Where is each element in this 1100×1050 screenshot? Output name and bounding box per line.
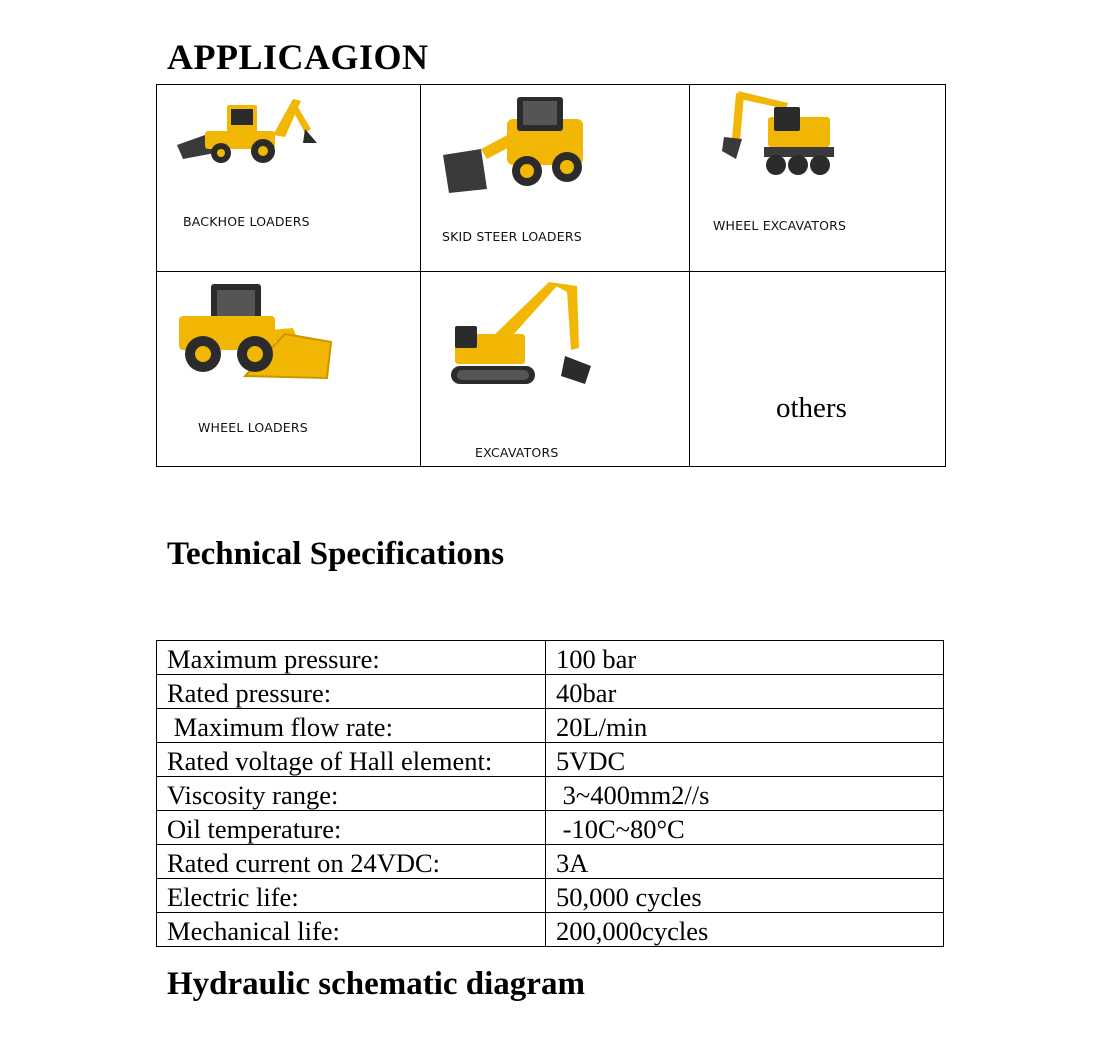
spec-row: [157, 777, 944, 811]
spec-name: Viscosity range:: [157, 777, 546, 811]
application-cell-others: [690, 272, 946, 467]
spec-name: Electric life:: [157, 879, 546, 913]
wheel-excavator-image: [716, 89, 838, 179]
spec-name: Rated pressure:: [157, 675, 546, 709]
spec-row: [157, 743, 944, 777]
spec-value: 5VDC: [546, 743, 944, 777]
specifications-title: Technical Specifications: [167, 536, 505, 572]
application-cell-backhoe: [157, 85, 421, 272]
application-label-wheel-loader: WHEEL LOADERS: [198, 420, 308, 435]
spec-name: Rated voltage of Hall element:: [157, 743, 546, 777]
excavator-image: [445, 278, 595, 398]
spec-value: 100 bar: [546, 641, 944, 675]
application-title: APPLICAGION: [167, 37, 429, 77]
application-cell-wheel-excavator: [690, 85, 946, 272]
skid-steer-loader-image: [441, 93, 591, 197]
spec-row: [157, 913, 944, 947]
spec-row: [157, 675, 944, 709]
spec-row: [157, 879, 944, 913]
application-label-others: others: [776, 392, 847, 424]
spec-name: Maximum pressure:: [157, 641, 546, 675]
hydraulic-diagram-title: Hydraulic schematic diagram: [167, 966, 585, 1002]
spec-value: 20L/min: [546, 709, 944, 743]
spec-name: Rated current on 24VDC:: [157, 845, 546, 879]
application-label-excavator: EXCAVATORS: [475, 445, 559, 460]
application-label-wheel-excavator: WHEEL EXCAVATORS: [713, 218, 847, 233]
spec-value: 200,000cycles: [546, 913, 944, 947]
spec-value: 3~400mm2//s: [546, 777, 944, 811]
application-label-backhoe: BACKHOE LOADERS: [183, 214, 310, 229]
spec-name: Mechanical life:: [157, 913, 546, 947]
application-cell-skid-steer: [421, 85, 690, 272]
spec-name: Maximum flow rate:: [157, 709, 546, 743]
spec-value: -10C~80°C: [546, 811, 944, 845]
backhoe-loader-image: [175, 87, 320, 167]
spec-name: Oil temperature:: [157, 811, 546, 845]
application-label-skid-steer: SKID STEER LOADERS: [442, 229, 582, 244]
spec-row: [157, 845, 944, 879]
spec-value: 3A: [546, 845, 944, 879]
application-cell-wheel-loader: [157, 272, 421, 467]
spec-value: 40bar: [546, 675, 944, 709]
spec-row: [157, 709, 944, 743]
spec-row: [157, 811, 944, 845]
wheel-loader-image: [175, 280, 335, 380]
application-grid: [156, 84, 946, 467]
spec-row: [157, 641, 944, 675]
application-cell-excavator: [421, 272, 690, 467]
spec-value: 50,000 cycles: [546, 879, 944, 913]
specifications-table: [156, 640, 944, 947]
